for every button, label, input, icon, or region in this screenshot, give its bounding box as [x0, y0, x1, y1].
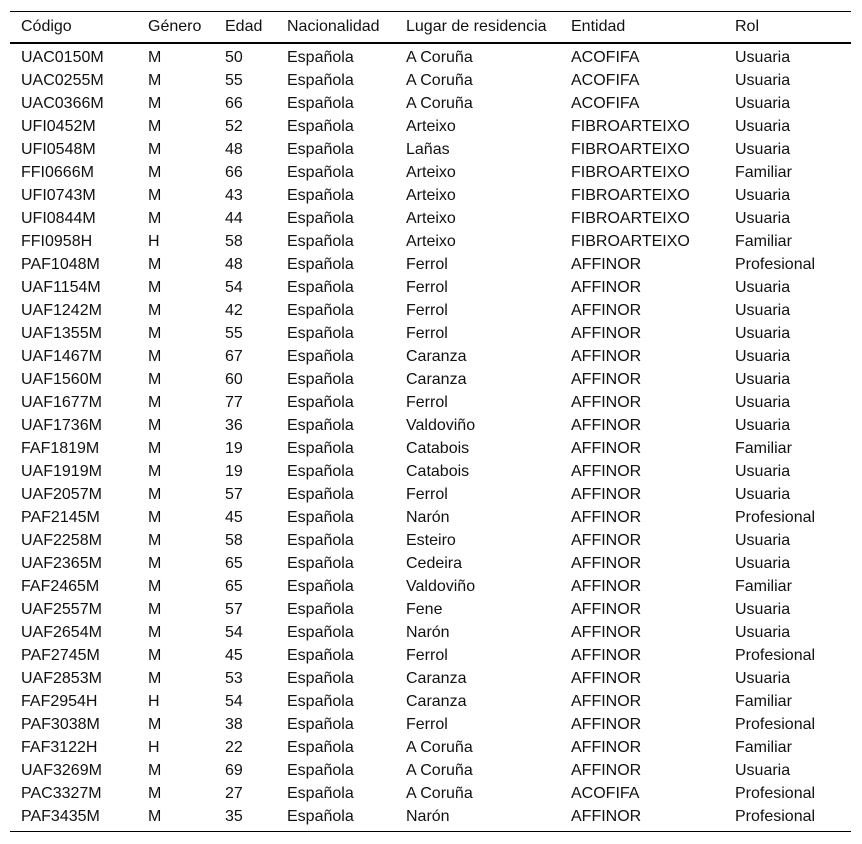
- cell-rol: Familiar: [735, 232, 792, 250]
- cell-codigo: UFI0743M: [21, 186, 96, 204]
- cell-rol: Usuaria: [735, 140, 791, 158]
- cell-entidad: AFFINOR: [571, 646, 642, 664]
- cell-entidad: AFFINOR: [571, 600, 642, 618]
- cell-codigo: PAF2745M: [21, 646, 100, 664]
- cell-codigo: UAF2057M: [21, 485, 102, 503]
- cell-entidad: AFFINOR: [571, 462, 642, 480]
- cell-edad: 60: [225, 370, 243, 388]
- table-header: [10, 12, 851, 44]
- cell-entidad: ACOFIFA: [571, 48, 640, 66]
- cell-edad: 65: [225, 554, 243, 572]
- cell-nacionalidad: Española: [287, 186, 354, 204]
- cell-edad: 69: [225, 761, 243, 779]
- column-header-edad: Edad: [225, 18, 263, 35]
- cell-genero: M: [148, 646, 162, 664]
- cell-entidad: FIBROARTEIXO: [571, 186, 690, 204]
- cell-genero: M: [148, 784, 162, 802]
- cell-genero: M: [148, 117, 162, 135]
- cell-rol: Familiar: [735, 738, 792, 756]
- cell-genero: M: [148, 48, 162, 66]
- cell-codigo: UAC0366M: [21, 94, 104, 112]
- cell-nacionalidad: Española: [287, 577, 354, 595]
- cell-nacionalidad: Española: [287, 324, 354, 342]
- cell-rol: Usuaria: [735, 485, 791, 503]
- cell-genero: M: [148, 416, 162, 434]
- cell-nacionalidad: Española: [287, 94, 354, 112]
- cell-genero: M: [148, 531, 162, 549]
- cell-rol: Profesional: [735, 807, 816, 825]
- cell-entidad: AFFINOR: [571, 324, 642, 342]
- cell-nacionalidad: Española: [287, 807, 354, 825]
- cell-edad: 36: [225, 416, 243, 434]
- table-row: [10, 460, 851, 483]
- column-header-lugar-residencia: Lugar de residencia: [406, 18, 547, 35]
- table-row: [10, 43, 851, 69]
- cell-entidad: AFFINOR: [571, 577, 642, 595]
- cell-edad: 54: [225, 623, 243, 641]
- table-row: [10, 506, 851, 529]
- cell-nacionalidad: Española: [287, 600, 354, 618]
- cell-codigo: FAF2465M: [21, 577, 100, 595]
- table-row: [10, 276, 851, 299]
- cell-nacionalidad: Española: [287, 623, 354, 641]
- table-row: [10, 552, 851, 575]
- cell-genero: M: [148, 807, 162, 825]
- cell-genero: M: [148, 439, 162, 457]
- cell-entidad: FIBROARTEIXO: [571, 140, 690, 158]
- cell-rol: Profesional: [735, 715, 816, 733]
- cell-edad: 22: [225, 738, 243, 756]
- cell-nacionalidad: Española: [287, 531, 354, 549]
- cell-entidad: AFFINOR: [571, 531, 642, 549]
- cell-lugar-residencia: A Coruña: [406, 784, 473, 802]
- cell-lugar-residencia: Fene: [406, 600, 443, 618]
- cell-genero: M: [148, 761, 162, 779]
- cell-genero: M: [148, 623, 162, 641]
- participants-table-container: [10, 11, 851, 832]
- cell-genero: M: [148, 577, 162, 595]
- cell-genero: M: [148, 370, 162, 388]
- table-row: [10, 391, 851, 414]
- cell-rol: Profesional: [735, 255, 816, 273]
- cell-codigo: FAF2954H: [21, 692, 98, 710]
- cell-genero: M: [148, 186, 162, 204]
- table-row: [10, 115, 851, 138]
- cell-entidad: AFFINOR: [571, 439, 642, 457]
- cell-nacionalidad: Española: [287, 209, 354, 227]
- cell-lugar-residencia: Narón: [406, 508, 450, 526]
- cell-entidad: AFFINOR: [571, 508, 642, 526]
- participants-table: [10, 11, 851, 832]
- cell-codigo: UAF2654M: [21, 623, 102, 641]
- cell-lugar-residencia: Arteixo: [406, 163, 456, 181]
- cell-genero: M: [148, 94, 162, 112]
- cell-nacionalidad: Española: [287, 140, 354, 158]
- cell-genero: H: [148, 738, 160, 756]
- cell-codigo: UAF3269M: [21, 761, 102, 779]
- column-header-nacionalidad: Nacionalidad: [287, 18, 380, 35]
- cell-codigo: PAC3327M: [21, 784, 102, 802]
- cell-rol: Profesional: [735, 784, 816, 802]
- table-row: [10, 368, 851, 391]
- cell-edad: 55: [225, 324, 243, 342]
- cell-lugar-residencia: A Coruña: [406, 71, 473, 89]
- cell-lugar-residencia: Caranza: [406, 669, 467, 687]
- cell-rol: Profesional: [735, 508, 816, 526]
- cell-codigo: UAF1677M: [21, 393, 102, 411]
- cell-entidad: AFFINOR: [571, 485, 642, 503]
- cell-genero: M: [148, 715, 162, 733]
- cell-entidad: ACOFIFA: [571, 71, 640, 89]
- cell-rol: Usuaria: [735, 393, 791, 411]
- cell-lugar-residencia: Esteiro: [406, 531, 456, 549]
- table-row: [10, 437, 851, 460]
- cell-rol: Usuaria: [735, 669, 791, 687]
- cell-codigo: PAF3435M: [21, 807, 100, 825]
- cell-entidad: AFFINOR: [571, 807, 642, 825]
- cell-nacionalidad: Española: [287, 301, 354, 319]
- cell-lugar-residencia: Ferrol: [406, 646, 448, 664]
- table-row: [10, 69, 851, 92]
- table-row: [10, 299, 851, 322]
- cell-edad: 53: [225, 669, 243, 687]
- table-row: [10, 414, 851, 437]
- cell-entidad: AFFINOR: [571, 278, 642, 296]
- cell-rol: Familiar: [735, 163, 792, 181]
- cell-genero: M: [148, 485, 162, 503]
- cell-lugar-residencia: Narón: [406, 807, 450, 825]
- cell-codigo: UAF1355M: [21, 324, 102, 342]
- cell-genero: H: [148, 232, 160, 250]
- cell-rol: Familiar: [735, 692, 792, 710]
- cell-nacionalidad: Española: [287, 646, 354, 664]
- cell-genero: M: [148, 140, 162, 158]
- cell-codigo: PAF3038M: [21, 715, 100, 733]
- cell-lugar-residencia: Valdoviño: [406, 416, 476, 434]
- cell-entidad: AFFINOR: [571, 416, 642, 434]
- cell-nacionalidad: Española: [287, 784, 354, 802]
- table-row: [10, 713, 851, 736]
- cell-lugar-residencia: A Coruña: [406, 738, 473, 756]
- cell-genero: M: [148, 255, 162, 273]
- table-body: [10, 43, 851, 832]
- cell-codigo: UAF1560M: [21, 370, 102, 388]
- cell-edad: 58: [225, 531, 243, 549]
- cell-nacionalidad: Española: [287, 462, 354, 480]
- cell-lugar-residencia: Lañas: [406, 140, 450, 158]
- header-row: [10, 12, 851, 44]
- cell-entidad: AFFINOR: [571, 761, 642, 779]
- cell-lugar-residencia: Ferrol: [406, 301, 448, 319]
- cell-codigo: UFI0548M: [21, 140, 96, 158]
- cell-nacionalidad: Española: [287, 278, 354, 296]
- cell-rol: Usuaria: [735, 186, 791, 204]
- cell-rol: Usuaria: [735, 94, 791, 112]
- table-row: [10, 644, 851, 667]
- cell-entidad: FIBROARTEIXO: [571, 163, 690, 181]
- cell-genero: M: [148, 209, 162, 227]
- table-row: [10, 759, 851, 782]
- cell-edad: 66: [225, 163, 243, 181]
- table-row: [10, 598, 851, 621]
- cell-entidad: AFFINOR: [571, 370, 642, 388]
- cell-entidad: AFFINOR: [571, 738, 642, 756]
- cell-lugar-residencia: Arteixo: [406, 186, 456, 204]
- cell-nacionalidad: Española: [287, 393, 354, 411]
- cell-lugar-residencia: Narón: [406, 623, 450, 641]
- cell-edad: 65: [225, 577, 243, 595]
- cell-nacionalidad: Española: [287, 255, 354, 273]
- cell-edad: 58: [225, 232, 243, 250]
- cell-rol: Usuaria: [735, 209, 791, 227]
- cell-genero: M: [148, 462, 162, 480]
- cell-edad: 42: [225, 301, 243, 319]
- cell-lugar-residencia: Ferrol: [406, 255, 448, 273]
- cell-lugar-residencia: A Coruña: [406, 48, 473, 66]
- cell-edad: 27: [225, 784, 243, 802]
- cell-edad: 48: [225, 255, 243, 273]
- cell-edad: 54: [225, 278, 243, 296]
- cell-rol: Usuaria: [735, 462, 791, 480]
- cell-codigo: UAF1736M: [21, 416, 102, 434]
- cell-nacionalidad: Española: [287, 163, 354, 181]
- table-row: [10, 322, 851, 345]
- cell-edad: 38: [225, 715, 243, 733]
- cell-edad: 66: [225, 94, 243, 112]
- cell-edad: 43: [225, 186, 243, 204]
- cell-genero: M: [148, 508, 162, 526]
- cell-rol: Usuaria: [735, 761, 791, 779]
- cell-codigo: UAF1154M: [21, 278, 101, 296]
- cell-edad: 77: [225, 393, 243, 411]
- cell-edad: 57: [225, 485, 243, 503]
- cell-rol: Usuaria: [735, 600, 791, 618]
- table-row: [10, 184, 851, 207]
- table-row: [10, 667, 851, 690]
- cell-nacionalidad: Española: [287, 416, 354, 434]
- cell-lugar-residencia: Valdoviño: [406, 577, 476, 595]
- cell-edad: 50: [225, 48, 243, 66]
- cell-lugar-residencia: Catabois: [406, 462, 470, 480]
- cell-lugar-residencia: Caranza: [406, 370, 467, 388]
- table-row: [10, 690, 851, 713]
- cell-nacionalidad: Española: [287, 370, 354, 388]
- cell-codigo: FFI0666M: [21, 163, 94, 181]
- cell-lugar-residencia: Caranza: [406, 347, 467, 365]
- cell-codigo: UAF2557M: [21, 600, 102, 618]
- cell-genero: M: [148, 347, 162, 365]
- cell-entidad: ACOFIFA: [571, 784, 640, 802]
- cell-codigo: UAC0150M: [21, 48, 104, 66]
- cell-genero: M: [148, 600, 162, 618]
- cell-genero: H: [148, 692, 160, 710]
- cell-rol: Usuaria: [735, 71, 791, 89]
- cell-lugar-residencia: Arteixo: [406, 117, 456, 135]
- table-row: [10, 345, 851, 368]
- cell-edad: 45: [225, 646, 243, 664]
- cell-rol: Usuaria: [735, 531, 791, 549]
- column-header-rol: Rol: [735, 18, 760, 35]
- cell-codigo: PAF2145M: [21, 508, 100, 526]
- cell-nacionalidad: Española: [287, 692, 354, 710]
- table-row: [10, 138, 851, 161]
- cell-nacionalidad: Española: [287, 347, 354, 365]
- cell-entidad: AFFINOR: [571, 715, 642, 733]
- cell-genero: M: [148, 301, 162, 319]
- cell-nacionalidad: Española: [287, 48, 354, 66]
- cell-nacionalidad: Española: [287, 738, 354, 756]
- cell-nacionalidad: Española: [287, 439, 354, 457]
- cell-rol: Usuaria: [735, 347, 791, 365]
- cell-codigo: UFI0844M: [21, 209, 96, 227]
- cell-lugar-residencia: Ferrol: [406, 485, 448, 503]
- table-row: [10, 92, 851, 115]
- cell-edad: 52: [225, 117, 243, 135]
- cell-entidad: FIBROARTEIXO: [571, 209, 690, 227]
- cell-codigo: UAF2853M: [21, 669, 102, 687]
- cell-nacionalidad: Española: [287, 554, 354, 572]
- cell-entidad: ACOFIFA: [571, 94, 640, 112]
- cell-genero: M: [148, 393, 162, 411]
- table-row: [10, 161, 851, 184]
- cell-codigo: FAF3122H: [21, 738, 98, 756]
- cell-entidad: AFFINOR: [571, 623, 642, 641]
- cell-lugar-residencia: Ferrol: [406, 278, 448, 296]
- cell-rol: Usuaria: [735, 370, 791, 388]
- cell-entidad: AFFINOR: [571, 669, 642, 687]
- cell-lugar-residencia: A Coruña: [406, 761, 473, 779]
- cell-nacionalidad: Española: [287, 117, 354, 135]
- table-row: [10, 575, 851, 598]
- cell-edad: 19: [225, 439, 243, 457]
- cell-codigo: UAF1919M: [21, 462, 102, 480]
- cell-rol: Usuaria: [735, 117, 791, 135]
- cell-nacionalidad: Española: [287, 715, 354, 733]
- cell-edad: 45: [225, 508, 243, 526]
- table-row: [10, 483, 851, 506]
- cell-entidad: FIBROARTEIXO: [571, 117, 690, 135]
- cell-rol: Familiar: [735, 439, 792, 457]
- table-row: [10, 207, 851, 230]
- column-header-entidad: Entidad: [571, 18, 626, 35]
- cell-nacionalidad: Española: [287, 485, 354, 503]
- cell-lugar-residencia: Ferrol: [406, 393, 448, 411]
- cell-rol: Usuaria: [735, 48, 791, 66]
- cell-genero: M: [148, 278, 162, 296]
- cell-codigo: UAF2365M: [21, 554, 102, 572]
- cell-entidad: AFFINOR: [571, 692, 642, 710]
- cell-codigo: UAF1467M: [21, 347, 102, 365]
- cell-lugar-residencia: Catabois: [406, 439, 470, 457]
- cell-edad: 44: [225, 209, 243, 227]
- cell-genero: M: [148, 163, 162, 181]
- table-row: [10, 805, 851, 832]
- table-row: [10, 782, 851, 805]
- cell-genero: M: [148, 554, 162, 572]
- cell-edad: 54: [225, 692, 243, 710]
- cell-entidad: AFFINOR: [571, 301, 642, 319]
- cell-entidad: AFFINOR: [571, 255, 642, 273]
- column-header-codigo: Código: [21, 18, 72, 35]
- cell-codigo: FFI0958H: [21, 232, 93, 250]
- cell-edad: 55: [225, 71, 243, 89]
- cell-genero: M: [148, 324, 162, 342]
- cell-genero: M: [148, 669, 162, 687]
- cell-entidad: AFFINOR: [571, 393, 642, 411]
- cell-genero: M: [148, 71, 162, 89]
- cell-lugar-residencia: Caranza: [406, 692, 467, 710]
- cell-nacionalidad: Española: [287, 232, 354, 250]
- cell-edad: 57: [225, 600, 243, 618]
- cell-lugar-residencia: Ferrol: [406, 324, 448, 342]
- cell-rol: Usuaria: [735, 554, 791, 572]
- cell-nacionalidad: Española: [287, 508, 354, 526]
- cell-entidad: AFFINOR: [571, 554, 642, 572]
- cell-nacionalidad: Española: [287, 669, 354, 687]
- cell-edad: 67: [225, 347, 243, 365]
- cell-rol: Usuaria: [735, 324, 791, 342]
- cell-rol: Familiar: [735, 577, 792, 595]
- cell-rol: Usuaria: [735, 416, 791, 434]
- table-row: [10, 253, 851, 276]
- cell-lugar-residencia: Ferrol: [406, 715, 448, 733]
- cell-codigo: UAC0255M: [21, 71, 104, 89]
- cell-codigo: PAF1048M: [21, 255, 100, 273]
- cell-codigo: UFI0452M: [21, 117, 96, 135]
- table-row: [10, 529, 851, 552]
- cell-nacionalidad: Española: [287, 761, 354, 779]
- cell-entidad: AFFINOR: [571, 347, 642, 365]
- cell-codigo: UAF1242M: [21, 301, 102, 319]
- cell-rol: Profesional: [735, 646, 816, 664]
- cell-rol: Usuaria: [735, 301, 791, 319]
- cell-entidad: FIBROARTEIXO: [571, 232, 690, 250]
- cell-edad: 19: [225, 462, 243, 480]
- cell-lugar-residencia: Cedeira: [406, 554, 463, 572]
- cell-rol: Usuaria: [735, 278, 791, 296]
- table-row: [10, 736, 851, 759]
- cell-edad: 48: [225, 140, 243, 158]
- cell-codigo: UAF2258M: [21, 531, 102, 549]
- cell-edad: 35: [225, 807, 243, 825]
- cell-lugar-residencia: A Coruña: [406, 94, 473, 112]
- cell-nacionalidad: Española: [287, 71, 354, 89]
- cell-rol: Usuaria: [735, 623, 791, 641]
- cell-lugar-residencia: Arteixo: [406, 209, 456, 227]
- cell-codigo: FAF1819M: [21, 439, 100, 457]
- cell-lugar-residencia: Arteixo: [406, 232, 456, 250]
- table-row: [10, 621, 851, 644]
- column-header-genero: Género: [148, 18, 202, 35]
- table-row: [10, 230, 851, 253]
